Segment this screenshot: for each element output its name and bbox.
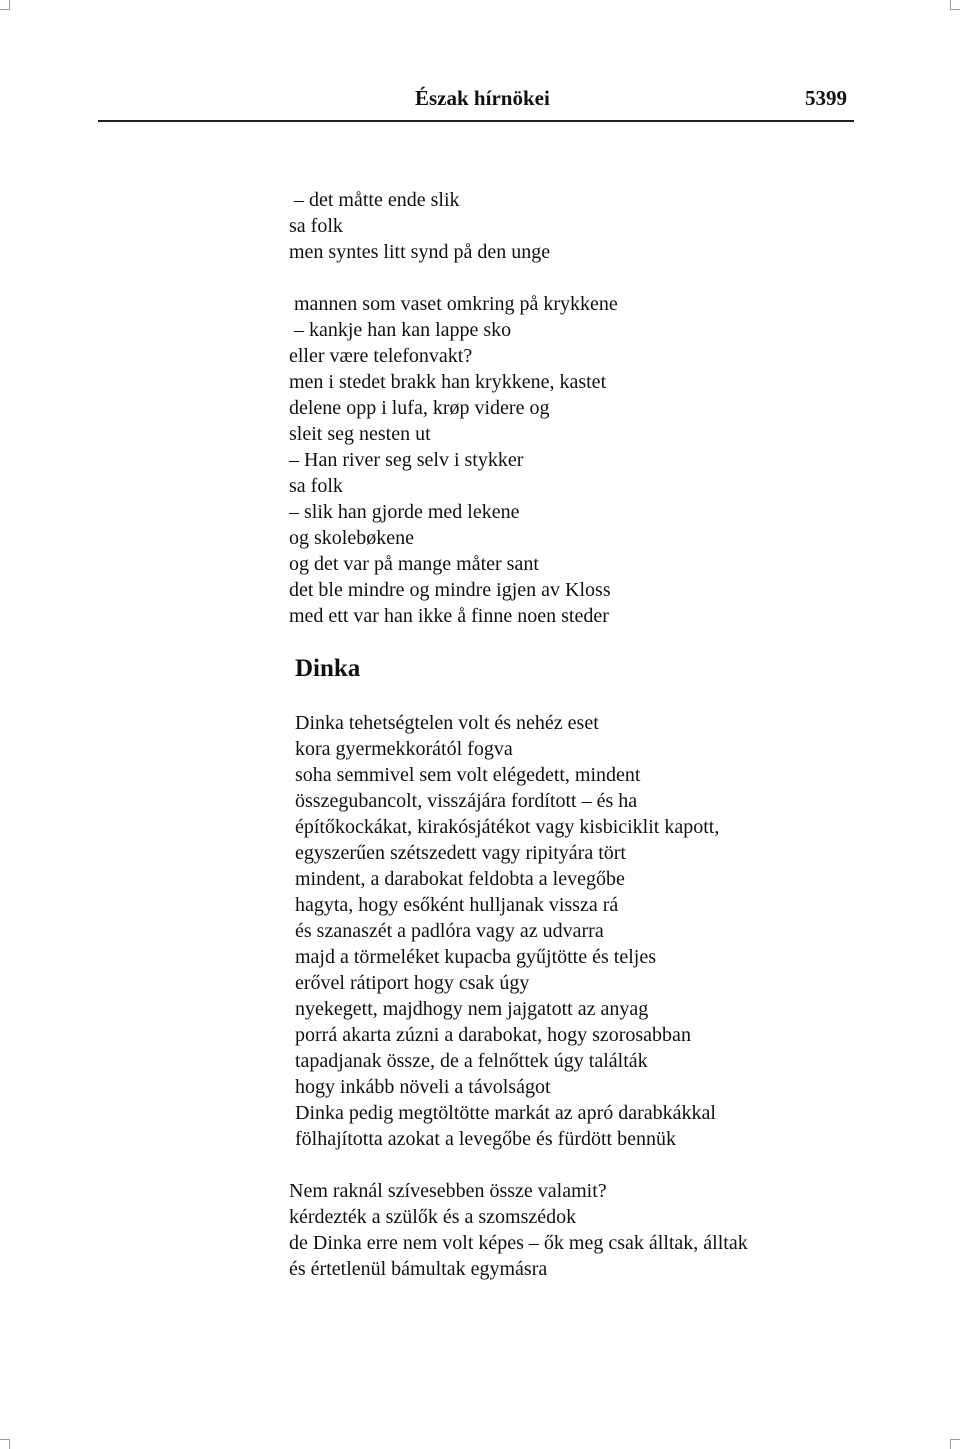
poem-line: kora gyermekkorától fogva <box>295 738 513 760</box>
poem-line: és értetlenül bámultak egymásra <box>289 1258 548 1280</box>
poem-line: Dinka pedig megtöltötte markát az apró darabkákkal <box>295 1102 716 1124</box>
poem-line: hogy inkább növeli a távolságot <box>295 1076 551 1098</box>
poem-line: tapadjanak össze, de a felnőttek úgy találták <box>295 1050 648 1072</box>
poem-line: det ble mindre og mindre igjen av Kloss <box>289 579 611 601</box>
stanza-break <box>289 265 618 291</box>
poem-line: – slik han gjorde med lekene <box>289 501 520 523</box>
poem-line: – det måtte ende slik <box>289 189 460 211</box>
poem-line: og skolebøkene <box>289 527 414 549</box>
poem-line: nyekegett, majdhogy nem jajgatott az anyag <box>295 998 649 1020</box>
running-header-title: Észak hírnökei <box>415 86 550 110</box>
crop-mark <box>0 1439 10 1440</box>
poem-line: sa folk <box>289 215 343 237</box>
poem-line: – kankje han kan lappe sko <box>289 319 512 341</box>
poem-line: sa folk <box>289 475 343 497</box>
poem-line: fölhajította azokat a levegőbe és fürdött bennük <box>295 1128 676 1150</box>
section-title: Dinka <box>295 655 361 682</box>
crop-mark <box>950 1439 960 1440</box>
poem-line: porrá akarta zúzni a darabokat, hogy szorosabban <box>295 1024 691 1046</box>
poem-line: mannen som vaset omkring på krykkene <box>289 293 618 315</box>
poem-line: med ett var han ikke å finne noen steder <box>289 605 609 627</box>
poem-line: eller være telefonvakt? <box>289 345 473 367</box>
poem-line: Dinka tehetségtelen volt és nehéz eset <box>295 712 599 734</box>
crop-mark <box>950 1439 951 1449</box>
poem-norwegian <box>289 187 618 629</box>
poem-line: men syntes litt synd på den unge <box>289 241 551 263</box>
poem-line: de Dinka erre nem volt képes – ők meg csak álltak, álltak <box>289 1232 748 1254</box>
poem-line: og det var på mange måter sant <box>289 553 539 575</box>
poem-line: mindent, a darabokat feldobta a levegőbe <box>295 868 625 890</box>
poem-line: egyszerűen szétszedett vagy ripityára tört <box>295 842 626 864</box>
poem-line: építőkockákat, kirakósjátékot vagy kisbiciklit kapott, <box>295 816 720 838</box>
poem-line: soha semmivel sem volt elégedett, mindent <box>295 764 641 786</box>
crop-mark <box>950 9 960 10</box>
poem-line: majd a törmeléket kupacba gyűjtötte és teljes <box>295 946 656 968</box>
poem-line: erővel rátiport hogy csak úgy <box>295 972 530 994</box>
crop-mark <box>9 1439 10 1449</box>
poem-line: és szanaszét a padlóra vagy az udvarra <box>295 920 604 942</box>
poem-line: – Han river seg selv i stykker <box>289 449 524 471</box>
crop-mark <box>0 9 10 10</box>
poem-line: kérdezték a szülők és a szomszédok <box>289 1206 577 1228</box>
poem-line: összegubancolt, visszájára fordított – és ha <box>295 790 638 812</box>
header-rule <box>98 120 854 122</box>
page-number: 5399 <box>805 86 847 110</box>
poem-closing <box>289 1178 748 1282</box>
poem-hungarian <box>295 710 719 1152</box>
poem-line: sleit seg nesten ut <box>289 423 431 445</box>
poem-line: hagyta, hogy esőként hulljanak vissza rá <box>295 894 619 916</box>
poem-line: delene opp i lufa, krøp videre og <box>289 397 550 419</box>
poem-line: men i stedet brakk han krykkene, kastet <box>289 371 607 393</box>
poem-line: Nem raknál szívesebben össze valamit? <box>289 1180 607 1202</box>
